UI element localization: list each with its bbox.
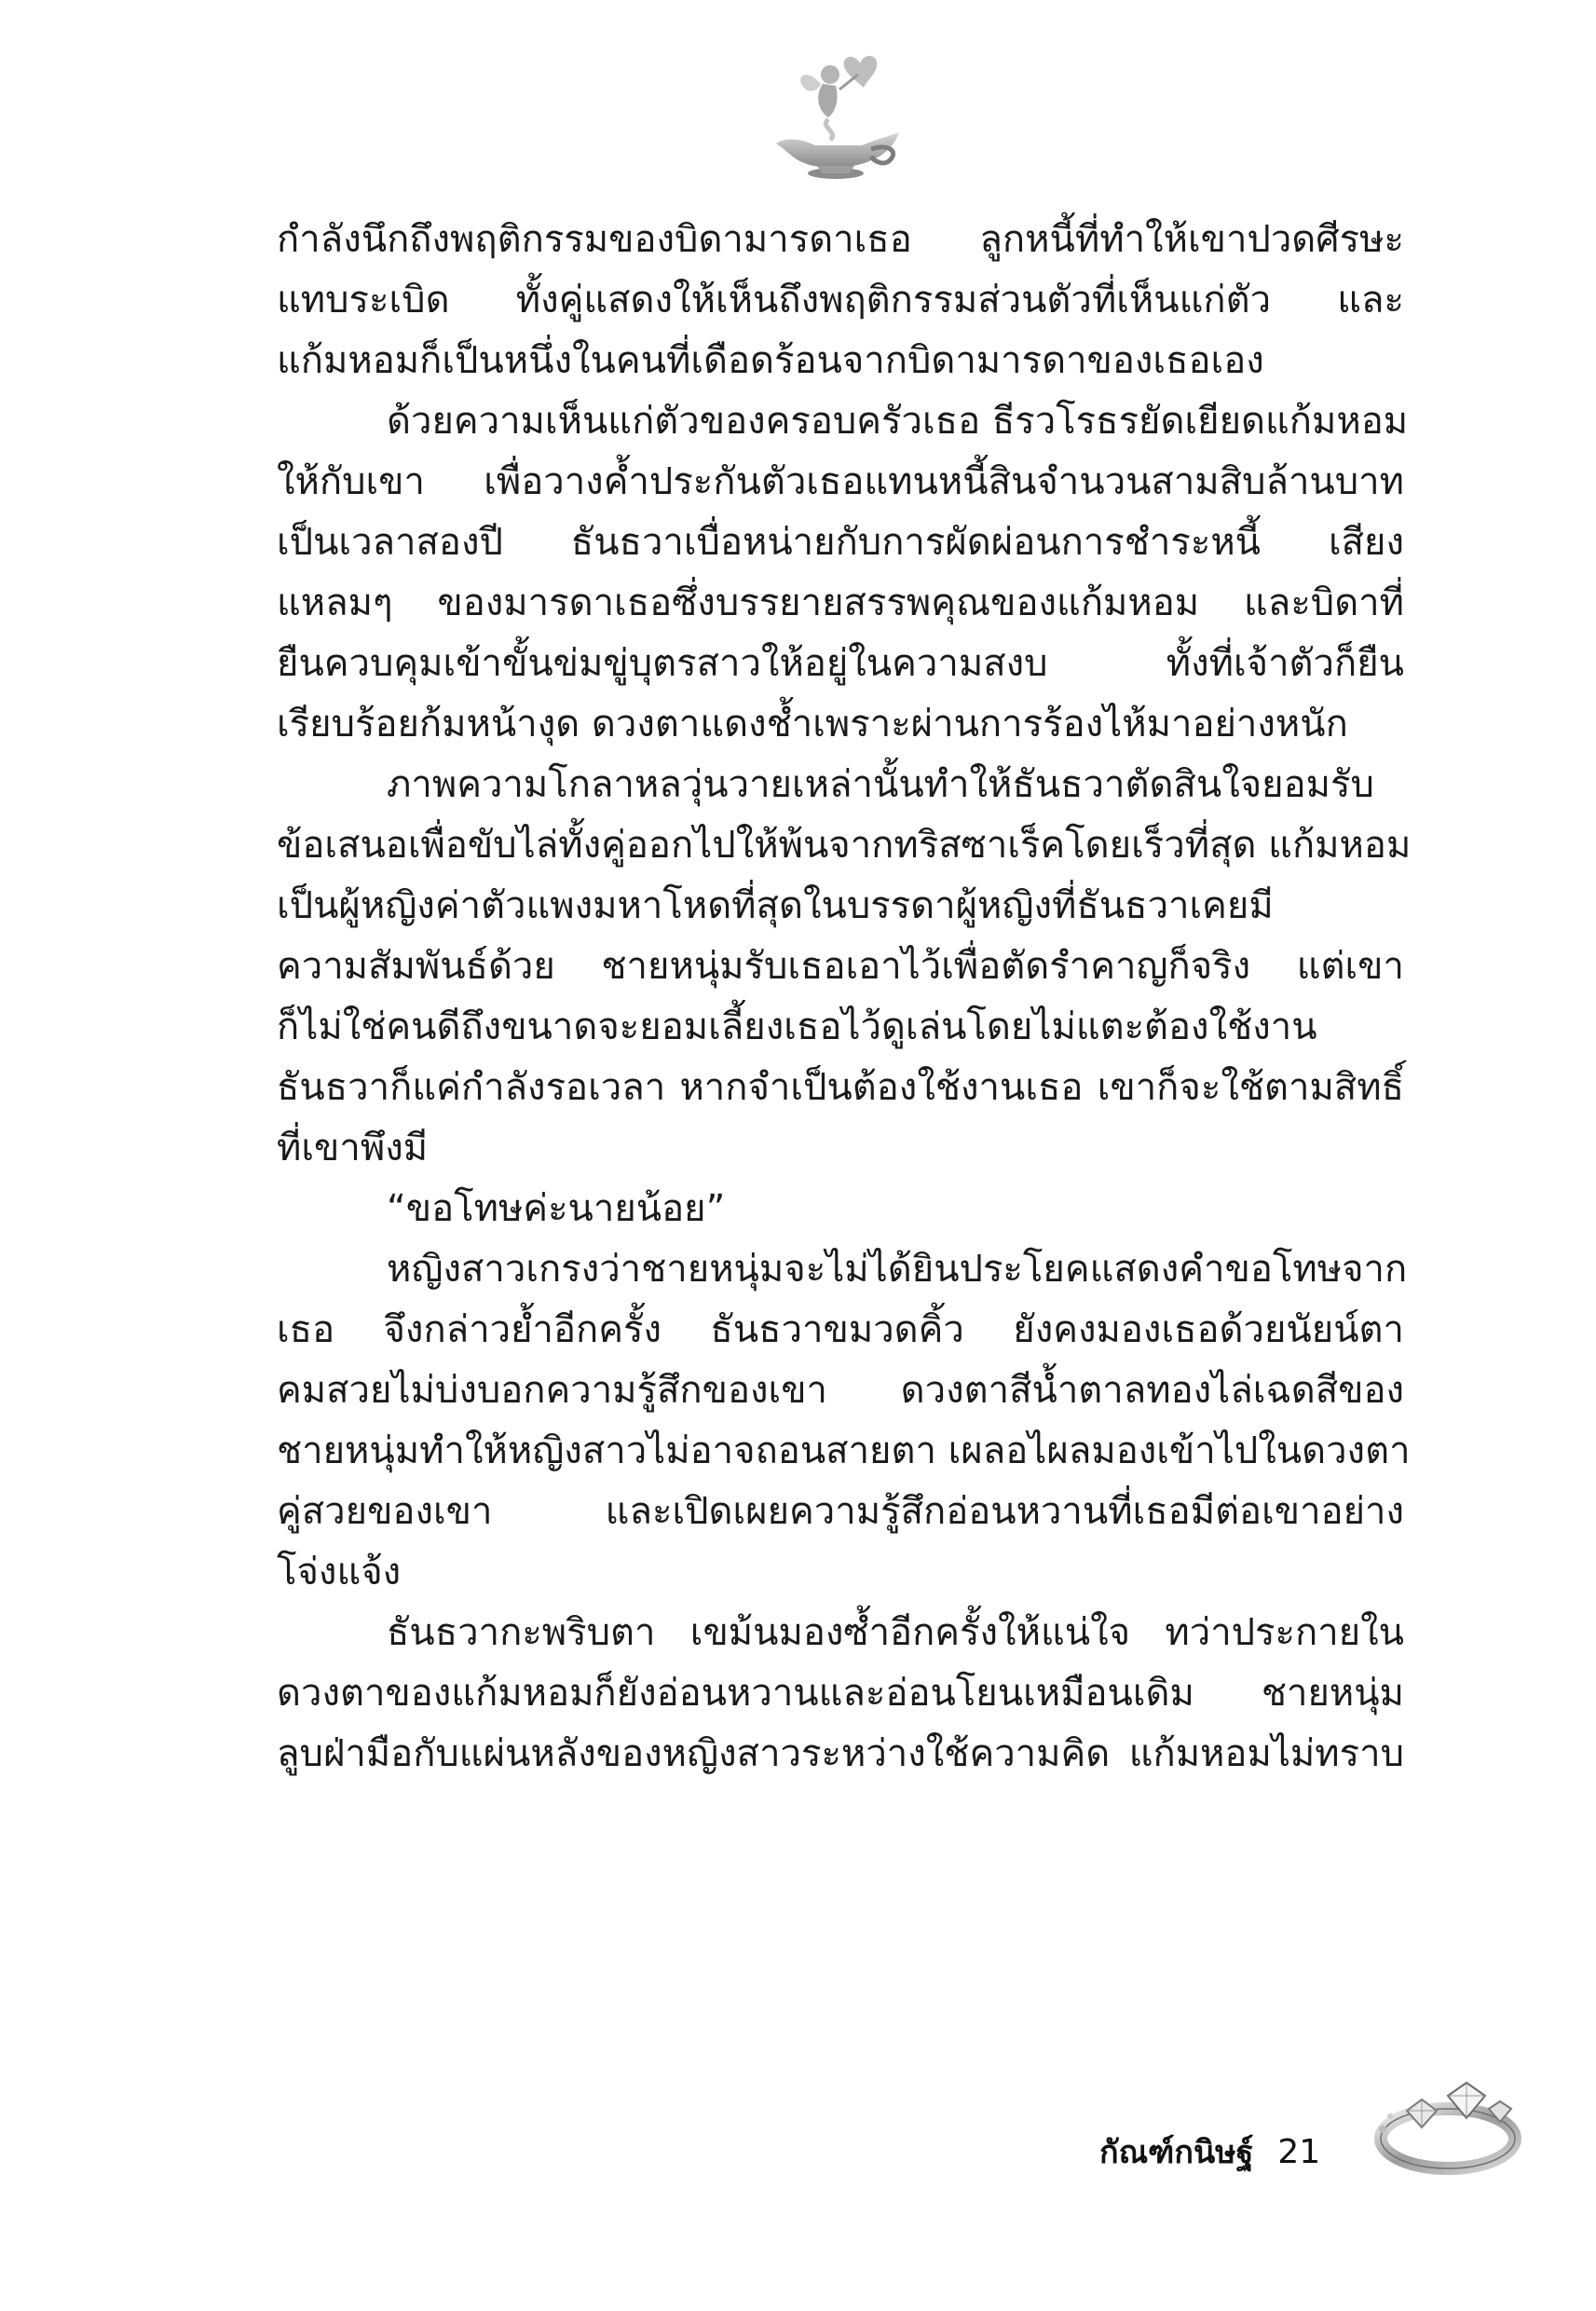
text-line: คู่สวยของเขา และเปิดเผยความรู้สึกอ่อนหวานที่เธอมีต่อเขาอย่าง [277,1490,1404,1533]
body-text [277,210,1412,1785]
text-line: โจ่งแจ้ง [277,1551,402,1593]
text-line: ลูบฝ่ามือกับแผ่นหลังของหญิงสาวระหว่างใช้ความคิด แก้มหอมไม่ทราบ [277,1732,1404,1775]
text-line: ก็ไม่ใช่คนดีถึงขนาดจะยอมเลี้ยงเธอไว้ดูเล่นโดยไม่แตะต้องใช้งาน [277,1005,1317,1048]
text-line: ดวงตาของแก้มหอมก็ยังอ่อนหวานและอ่อนโยนเหมือนเดิม ชายหนุ่ม [277,1672,1404,1715]
paragraph-1 [277,210,1404,391]
text-line: กำลังนึกถึงพฤติกรรมของบิดามารดาเธอ ลูกหนี้ที่ทำให้เขาปวดศีรษะ [277,218,1404,261]
text-line: ยืนควบคุมเข้าขั้นข่มขู่บุตรสาวให้อยู่ในความสงบ ทั้งที่เจ้าตัวก็ยืน [277,642,1404,685]
paragraph-5 [277,1239,1411,1603]
text-line: ข้อเสนอเพื่อขับไล่ทั้งคู่ออกไปให้พ้นจากทริสซาเร็คโดยเร็วที่สุด แก้มหอม [277,824,1412,867]
page-number: 21 [1277,2133,1321,2171]
text-line: แหลมๆ ของมารดาเธอซึ่งบรรยายสรรพคุณของแก้มหอม และบิดาที่ [277,581,1404,624]
text-line: ธันธวากะพริบตา เขม้นมองซ้ำอีกครั้งให้แน่ใจ ทว่าประกายใน [387,1611,1404,1654]
text-line: เป็นผู้หญิงค่าตัวแพงมหาโหดที่สุดในบรรดาผู้หญิงที่ธันธวาเคยมี [277,884,1274,927]
text-line: แทบระเบิด ทั้งคู่แสดงให้เห็นถึงพฤติกรรมส่วนตัวที่เห็นแก่ตัว และ [277,279,1404,321]
text-line: ด้วยความเห็นแก่ตัวของครอบครัวเธอ ธีรวโรธรยัดเยียดแก้มหอม [387,400,1409,443]
text-line: ที่เขาพึงมี [277,1127,429,1169]
text-line: ความสัมพันธ์ด้วย ชายหนุ่มรับเธอเอาไว้เพื่อตัดรำคาญก็จริง แต่เขา [277,945,1404,988]
text-line: แก้มหอมก็เป็นหนึ่งในคนที่เดือดร้อนจากบิดามารดาของเธอเอง [277,339,1264,382]
text-line: ภาพความโกลาหลวุ่นวายเหล่านั้นทำให้ธันธวาตัดสินใจยอมรับ [387,763,1374,806]
text-line: “ขอโทษค่ะนายน้อย” [387,1187,726,1230]
text-line: หญิงสาวเกรงว่าชายหนุ่มจะไม่ได้ยินประโยคแสดงคำขอโทษจาก [387,1248,1408,1291]
page-footer [1099,2126,1320,2177]
text-line: เรียบร้อยก้มหน้างุด ดวงตาแดงช้ำเพราะผ่านการร้องไห้มาอย่างหนัก [277,703,1348,745]
text-line: เป็นเวลาสองปี ธันธวาเบื่อหน่ายกับการผัดผ่อนการชำระหนี้ เสียง [277,521,1404,564]
paragraph-2 [277,391,1409,755]
genie-lamp-icon [750,47,918,186]
paragraph-4-dialogue [277,1179,1404,1239]
paragraph-6 [277,1603,1404,1785]
book-title: กัณฑ์กนิษฐ์ [1099,2134,1254,2171]
text-line: ธันธวาก็แค่กำลังรอเวลา หากจำเป็นต้องใช้งานเธอ เขาก็จะใช้ตามสิทธิ์ [277,1066,1404,1109]
paragraph-3 [277,755,1412,1179]
text-line: ให้กับเขา เพื่อวางค้ำประกันตัวเธอแทนหนี้สินจำนวนสามสิบล้านบาท [277,460,1404,503]
text-line: เธอ จึงกล่าวย้ำอีกครั้ง ธันธวาขมวดคิ้ว ยังคงมองเธอด้วยนัยน์ตา [277,1308,1404,1351]
ring-icon [1370,2073,1528,2181]
text-line: คมสวยไม่บ่งบอกความรู้สึกของเขา ดวงตาสีน้ำตาลทองไล่เฉดสีของ [277,1369,1404,1412]
text-line: ชายหนุ่มทำให้หญิงสาวไม่อาจถอนสายตา เผลอไผลมองเข้าไปในดวงตา [277,1429,1411,1472]
